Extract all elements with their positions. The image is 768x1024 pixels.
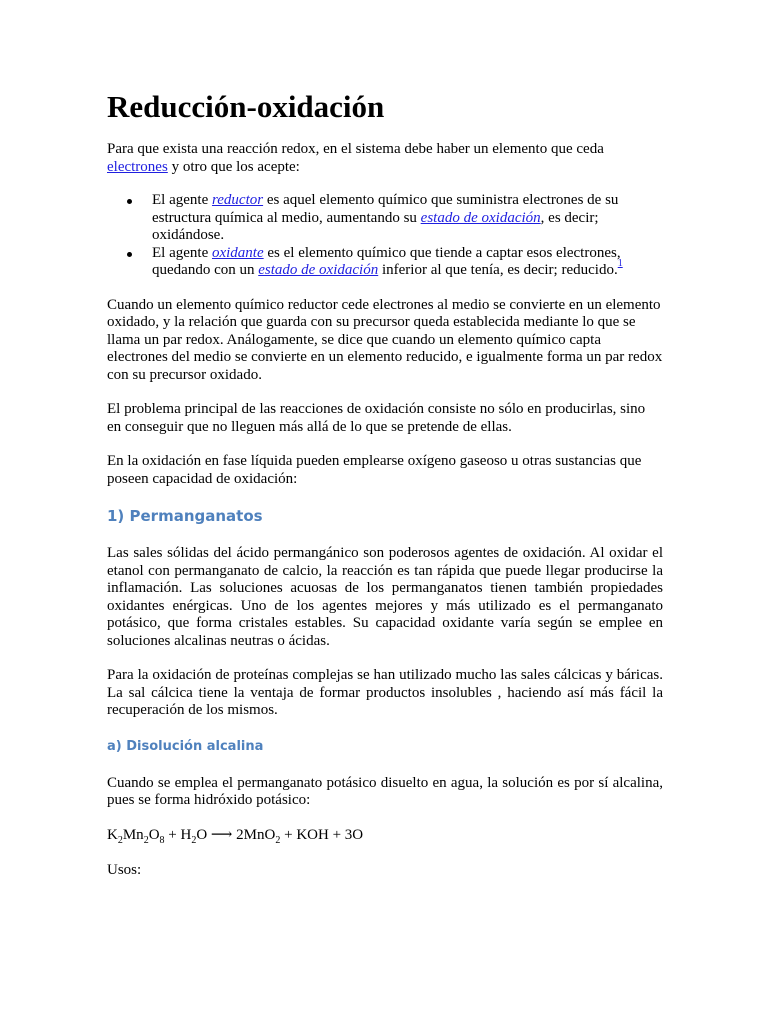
bullet-icon: [127, 252, 132, 257]
paragraph-disolucion: Cuando se emplea el permanganato potásico disuelto en agua, la solución es por sí alcalina, pues se forma hidróxido potásico:: [107, 774, 663, 808]
bullet-icon: [127, 199, 132, 204]
formula-subscript: 8: [159, 834, 165, 846]
link-reductor[interactable]: reductor: [211, 192, 264, 208]
usos-label: Usos:: [107, 862, 142, 878]
bullet-text: es aquel elemento químico que suministra electrones de su estructura química al medio, aumentando su: [152, 192, 619, 226]
list-item: [107, 192, 663, 245]
link-electrones[interactable]: electrones: [107, 158, 168, 175]
intro-text: Para que exista una reacción redox, en el sistema debe haber un elemento que ceda: [107, 141, 604, 157]
formula-part: O: [148, 826, 160, 843]
intro-paragraph: [107, 141, 663, 176]
formula-subscript: 2: [143, 834, 149, 846]
paragraph-par-redox: Cuando un elemento químico reductor cede electrones al medio se convierte en un elemento oxidado, y la relación que guarda con su precursor queda establecida mediante lo que se llama un par redox. Análogamente, se dice que cuando un elemento químico capta electrones del medio se convierte en un elemento reducido, e igualmente forma un par redox con su precursor oxidado.: [107, 296, 663, 383]
formula-subscript: 2: [275, 834, 281, 846]
bullet-text: El agente: [152, 192, 212, 208]
formula-part: + H: [164, 826, 192, 843]
bullet-text: inferior al que tenía, es decir; reducido.: [378, 262, 618, 278]
formula-subscript: 2: [117, 834, 123, 846]
heading-permanganatos: 1) Permanganatos: [107, 507, 263, 525]
formula-part: Mn: [122, 826, 144, 843]
chemical-formula: [107, 827, 663, 845]
document-content: [107, 88, 663, 880]
paragraph-fase-liquida: En la oxidación en fase líquida pueden emplearse oxígeno gaseoso u otras sustancias que poseen capacidad de oxidación:: [107, 453, 642, 487]
formula-part: ⟶ 2MnO: [207, 826, 276, 843]
bullet-text: El agente: [152, 244, 212, 261]
formula-part: O: [196, 826, 208, 843]
bullet-list: [107, 192, 663, 280]
heading-disolucion-alcalina: a) Disolución alcalina: [107, 738, 264, 754]
paragraph-proteinas: Para la oxidación de proteínas complejas se han utilizado mucho las sales cálcicas y báricas. La sal cálcica tiene la ventaja de formar productos insolubles , haciendo así más fácil la recuperación de los mismos.: [107, 667, 663, 718]
paragraph-sales-solidas: Las sales sólidas del ácido permangánico son poderosos agentes de oxidación. Al oxidar el etanol con permanganato de calcio, la reacción es tan rápida que puede llegar producirse la inflamación. Las soluciones acuosas de los permanganatos tienen también propiedades oxidantes enérgicas. Uno de los agentes mejores y más utilizado es el permanganato potásico, que forma cristales estables. Su capacidad oxidante varía según se emplee en soluciones alcalinas neutras o ácidas.: [107, 545, 663, 649]
formula-subscript: 2: [191, 834, 197, 846]
footnote-link[interactable]: 1: [617, 258, 623, 269]
bullet-text: es el elemento químico que tiende a captar esos electrones, quedando con un: [152, 244, 621, 278]
list-item: [107, 245, 663, 280]
bullet-text: , es decir; oxidándose.: [152, 209, 599, 243]
intro-text-end: y otro que los acepte:: [167, 158, 300, 175]
paragraph-problema: El problema principal de las reacciones de oxidación consiste no sólo en producirlas, sino en conseguir que no lleguen más allá de lo que se pretende de ellas.: [107, 401, 646, 435]
link-oxidante[interactable]: oxidante: [211, 244, 264, 261]
formula-part: + KOH + 3O: [280, 826, 364, 843]
page-title: Reducción-oxidación: [107, 89, 385, 124]
link-estado-oxidacion[interactable]: estado de oxidación: [258, 262, 379, 278]
formula-part: K: [107, 826, 118, 843]
link-estado-oxidacion[interactable]: estado de oxidación: [420, 209, 541, 226]
